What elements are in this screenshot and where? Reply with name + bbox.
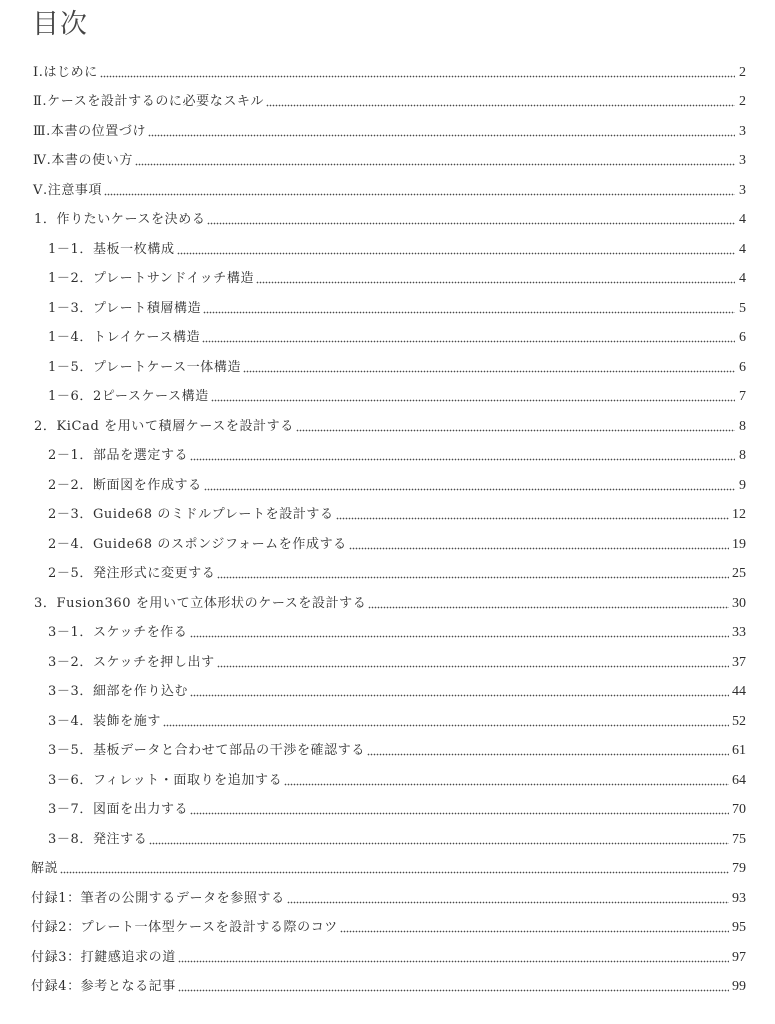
dot-leader (163, 717, 729, 727)
toc-entry-13[interactable] (0, 412, 775, 442)
dot-leader (336, 510, 729, 520)
toc-entry-page-number: 99 (732, 979, 746, 995)
toc-entry-28[interactable] (0, 855, 775, 885)
dot-leader (367, 746, 729, 756)
toc-entry-title: 3－8．発注する (48, 831, 148, 847)
dot-leader (178, 982, 729, 992)
toc-entry-18[interactable] (0, 560, 775, 590)
toc-entry-title: 3－2．スケッチを押し出す (48, 654, 215, 670)
page-title: 目次 (32, 9, 88, 40)
toc-entry-title: 2－2．断面図を作成する (48, 477, 202, 493)
toc-entry-10[interactable] (0, 324, 775, 354)
toc-entry-page-number: 79 (732, 861, 746, 877)
toc-entry-page-number: 5 (739, 300, 746, 316)
toc-entry-title: 3－6．フィレット・面取りを追加する (48, 772, 283, 788)
dot-leader (207, 215, 735, 225)
toc-entry-7[interactable] (0, 235, 775, 265)
toc-entry-27[interactable] (0, 825, 775, 855)
toc-entry-title: Ⅳ.本書の使い方 (33, 153, 133, 169)
dot-leader (149, 835, 729, 845)
dot-leader (104, 186, 735, 196)
toc-entry-14[interactable] (0, 442, 775, 472)
dot-leader (368, 599, 729, 609)
dot-leader (287, 894, 729, 904)
toc-entry-title: 1－1．基板一枚構成 (48, 241, 175, 257)
toc-entry-21[interactable] (0, 648, 775, 678)
dot-leader (177, 245, 735, 255)
toc-entry-page-number: 2 (739, 94, 746, 110)
dot-leader (190, 628, 730, 638)
toc-entry-title: 2－5．発注形式に変更する (48, 566, 216, 582)
toc-entry-title: 解説 (31, 861, 59, 877)
toc-entry-4[interactable] (0, 147, 775, 177)
toc-entry-page-number: 3 (739, 153, 746, 169)
table-of-contents (0, 58, 775, 1002)
toc-entry-8[interactable] (0, 265, 775, 295)
dot-leader (243, 363, 735, 373)
toc-entry-page-number: 4 (739, 241, 746, 257)
toc-entry-5[interactable] (0, 176, 775, 206)
toc-entry-24[interactable] (0, 737, 775, 767)
toc-entry-29[interactable] (0, 884, 775, 914)
dot-leader (190, 805, 729, 815)
dot-leader (284, 776, 729, 786)
toc-entry-9[interactable] (0, 294, 775, 324)
toc-entry-page-number: 8 (739, 418, 746, 434)
dot-leader (100, 68, 735, 78)
toc-entry-page-number: 25 (732, 566, 746, 582)
toc-entry-title: 付録4：参考となる記事 (31, 979, 176, 995)
toc-entry-19[interactable] (0, 589, 775, 619)
toc-entry-title: 付録1：筆者の公開するデータを参照する (31, 890, 285, 906)
toc-entry-title: 付録3：打鍵感追求の道 (31, 949, 176, 965)
toc-entry-title: Ⅲ.本書の位置づけ (33, 123, 147, 139)
toc-entry-title: 2－3．Guide68 のミドルプレートを設計する (48, 507, 334, 523)
toc-entry-title: 2－4．Guide68 のスポンジフォームを作成する (48, 536, 347, 552)
toc-entry-32[interactable] (0, 973, 775, 1003)
dot-leader (178, 953, 729, 963)
dot-leader (148, 127, 735, 137)
toc-entry-title: 3．Fusion360 を用いて立体形状のケースを設計する (34, 595, 367, 611)
toc-entry-title: 1－3．プレート積層構造 (48, 300, 202, 316)
toc-entry-15[interactable] (0, 471, 775, 501)
toc-entry-page-number: 64 (732, 772, 746, 788)
toc-entry-page-number: 3 (739, 123, 746, 139)
dot-leader (203, 304, 735, 314)
toc-entry-page-number: 93 (732, 890, 746, 906)
toc-entry-page-number: 44 (732, 684, 746, 700)
toc-entry-page-number: 97 (732, 949, 746, 965)
toc-entry-page-number: 52 (732, 713, 746, 729)
toc-entry-17[interactable] (0, 530, 775, 560)
toc-entry-title: 3－3．細部を作り込む (48, 684, 189, 700)
toc-entry-title: Ⅴ.注意事項 (33, 182, 103, 198)
toc-entry-16[interactable] (0, 501, 775, 531)
toc-entry-22[interactable] (0, 678, 775, 708)
dot-leader (256, 274, 735, 284)
toc-entry-page-number: 2 (739, 64, 746, 80)
toc-entry-page-number: 12 (732, 507, 746, 523)
dot-leader (217, 569, 729, 579)
toc-entry-6[interactable] (0, 206, 775, 236)
toc-entry-title: Ⅱ.ケースを設計するのに必要なスキル (33, 94, 264, 110)
toc-entry-page-number: 37 (732, 654, 746, 670)
toc-entry-page-number: 7 (739, 389, 746, 405)
toc-entry-title: 1．作りたいケースを決める (34, 212, 206, 228)
toc-entry-page-number: 30 (732, 595, 746, 611)
toc-entry-title: 3－7．図面を出力する (48, 802, 189, 818)
dot-leader (296, 422, 735, 432)
dot-leader (266, 97, 735, 107)
dot-leader (349, 540, 729, 550)
toc-entry-title: 1－5．プレートケース一体構造 (48, 359, 242, 375)
toc-entry-26[interactable] (0, 796, 775, 826)
toc-entry-page-number: 61 (732, 743, 746, 759)
dot-leader (217, 658, 729, 668)
toc-entry-title: 1－4．トレイケース構造 (48, 330, 201, 346)
dot-leader (202, 333, 735, 343)
toc-entry-3[interactable] (0, 117, 775, 147)
toc-entry-31[interactable] (0, 943, 775, 973)
toc-entry-20[interactable] (0, 619, 775, 649)
toc-entry-page-number: 3 (739, 182, 746, 198)
toc-entry-title: 1－2．プレートサンドイッチ構造 (48, 271, 255, 287)
dot-leader (60, 864, 729, 874)
toc-entry-page-number: 4 (739, 271, 746, 287)
toc-entry-page-number: 9 (739, 477, 746, 493)
toc-entry-25[interactable] (0, 766, 775, 796)
toc-entry-page-number: 70 (732, 802, 746, 818)
toc-entry-11[interactable] (0, 353, 775, 383)
toc-entry-page-number: 95 (732, 920, 746, 936)
toc-entry-title: 1－6．2ピースケース構造 (48, 389, 209, 405)
dot-leader (190, 687, 729, 697)
toc-entry-page-number: 33 (732, 625, 746, 641)
toc-entry-30[interactable] (0, 914, 775, 944)
toc-entry-page-number: 19 (732, 536, 746, 552)
toc-entry-title: 2．KiCad を用いて積層ケースを設計する (34, 418, 294, 434)
toc-entry-title: 3－4．装飾を施す (48, 713, 161, 729)
toc-entry-title: 付録2：プレート一体型ケースを設計する際のコツ (31, 920, 338, 936)
dot-leader (340, 923, 729, 933)
toc-entry-page-number: 75 (732, 831, 746, 847)
toc-entry-page-number: 6 (739, 359, 746, 375)
dot-leader (190, 451, 735, 461)
toc-entry-page-number: 8 (739, 448, 746, 464)
toc-entry-1[interactable] (0, 58, 775, 88)
toc-entry-title: 2－1．部品を選定する (48, 448, 189, 464)
toc-entry-page-number: 6 (739, 330, 746, 346)
toc-entry-23[interactable] (0, 707, 775, 737)
dot-leader (135, 156, 735, 166)
dot-leader (204, 481, 735, 491)
toc-entry-title: Ⅰ.はじめに (33, 64, 98, 80)
toc-entry-page-number: 4 (739, 212, 746, 228)
toc-entry-2[interactable] (0, 88, 775, 118)
toc-entry-title: 3－5．基板データと合わせて部品の干渉を確認する (48, 743, 365, 759)
toc-entry-title: 3－1．スケッチを作る (48, 625, 188, 641)
toc-entry-12[interactable] (0, 383, 775, 413)
dot-leader (211, 392, 735, 402)
